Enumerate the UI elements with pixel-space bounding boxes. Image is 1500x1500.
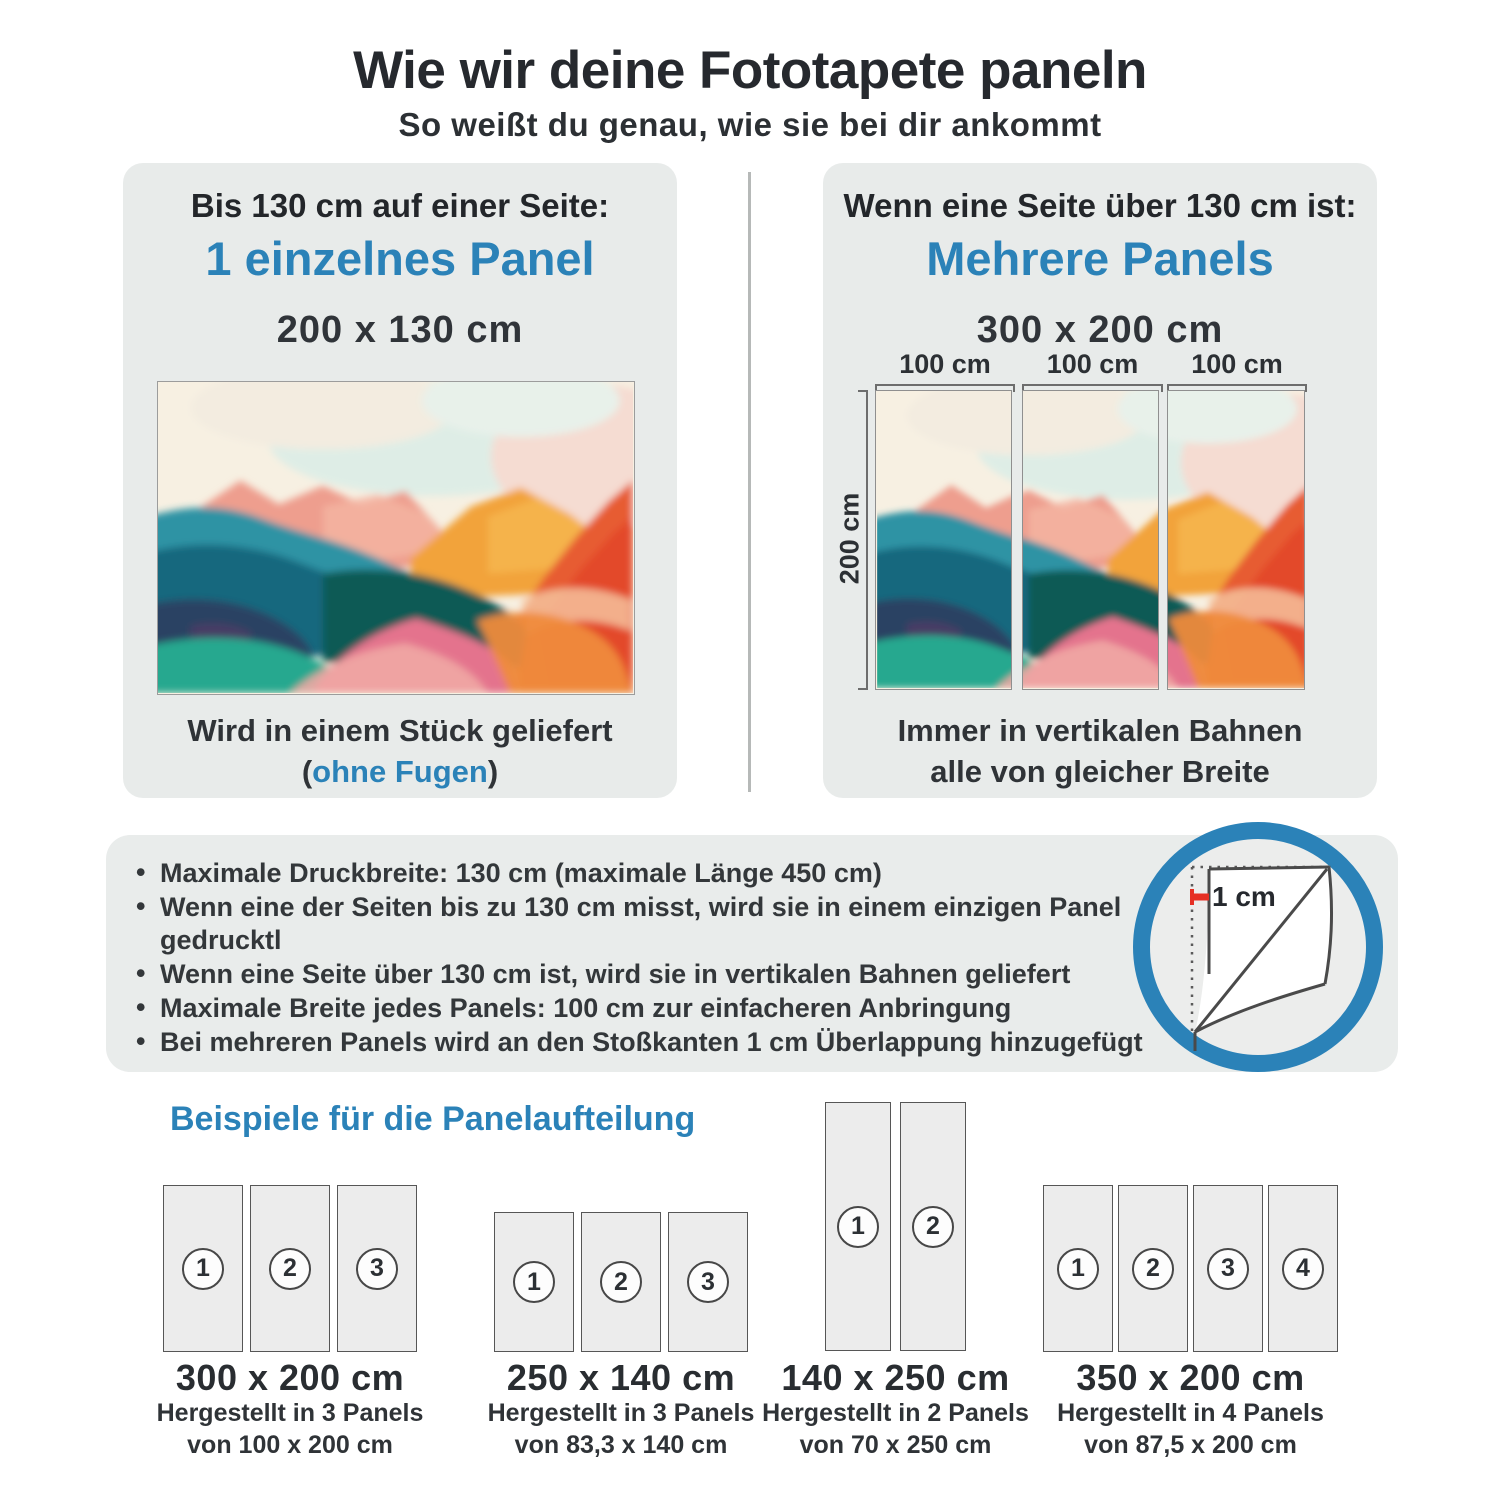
panel-number: 1 — [1057, 1248, 1099, 1290]
example-detail-1: Hergestellt in 2 Panels — [762, 1399, 1029, 1427]
example-detail-1: Hergestellt in 3 Panels — [487, 1399, 755, 1427]
multi-panel-intro: Wenn eine Seite über 130 cm ist: — [843, 187, 1357, 224]
example-panel-group — [163, 1185, 417, 1352]
example-panel — [825, 1102, 891, 1351]
paren-open: ( — [301, 754, 313, 789]
single-panel-delivery-note: Wird in einem Stück geliefert — [187, 713, 613, 748]
example-size: 350 x 200 cm — [1076, 1357, 1305, 1398]
panel-number: 1 — [837, 1206, 879, 1248]
panel-number: 2 — [269, 1248, 311, 1290]
example-250x140 — [487, 1212, 755, 1459]
example-panel — [900, 1102, 966, 1351]
example-300x200 — [156, 1185, 424, 1459]
example-size: 250 x 140 cm — [506, 1357, 736, 1398]
info-bullet-1: • Maximale Druckbreite: 130 cm (maximale Länge 450 cm) — [136, 857, 1166, 890]
panel-number: 2 — [600, 1261, 642, 1303]
multi-panel-headline: Mehrere Panels — [926, 232, 1274, 285]
info-bullet-5: • Bei mehreren Panels wird an den Stoßkanten 1 cm Überlappung hinzugefügt — [136, 1026, 1166, 1059]
example-detail-1: Hergestellt in 3 Panels — [156, 1399, 424, 1427]
paren-close: ) — [487, 754, 499, 789]
multi-panel-delivery-note-1: Immer in vertikalen Bahnen — [897, 713, 1303, 748]
multi-panel-card — [823, 163, 1377, 798]
watercolor-landscape-image — [158, 382, 633, 693]
width-label-3: 100 cm — [1191, 349, 1283, 379]
example-detail-2: von 70 x 250 cm — [799, 1431, 992, 1459]
overlap-badge — [1133, 822, 1383, 1072]
panel-number: 3 — [356, 1248, 398, 1290]
card-divider — [748, 172, 751, 792]
examples-heading: Beispiele für die Panelaufteilung — [170, 1100, 696, 1138]
example-panel-group — [494, 1212, 748, 1352]
example-panel — [1043, 1185, 1113, 1352]
info-bullet-3: • Wenn eine Seite über 130 cm ist, wird sie in vertikalen Bahnen geliefert — [136, 958, 1166, 991]
single-panel-fugen-note — [123, 754, 677, 790]
example-panel — [1268, 1185, 1338, 1352]
page-curl-icon — [1150, 839, 1366, 1055]
example-detail-2: von 100 x 200 cm — [187, 1431, 393, 1459]
panel-slice-3 — [1167, 390, 1305, 690]
example-detail-1: Hergestellt in 4 Panels — [1057, 1399, 1324, 1427]
example-detail-2: von 87,5 x 200 cm — [1084, 1431, 1297, 1459]
panel-number: 1 — [182, 1248, 224, 1290]
panel-number: 2 — [912, 1206, 954, 1248]
panel-number: 2 — [1132, 1248, 1174, 1290]
panel-number: 4 — [1282, 1248, 1324, 1290]
panel-number: 3 — [687, 1261, 729, 1303]
single-panel-headline: 1 einzelnes Panel — [205, 232, 595, 285]
example-panel — [1193, 1185, 1263, 1352]
info-bullet-list — [106, 835, 1166, 1059]
width-label-2: 100 cm — [1046, 349, 1139, 379]
example-panel — [668, 1212, 748, 1352]
multi-panel-size: 300 x 200 cm — [976, 309, 1224, 351]
example-size: 140 x 250 cm — [781, 1357, 1010, 1398]
example-350x200 — [1043, 1185, 1338, 1459]
example-140x250 — [762, 1102, 1029, 1459]
example-panel-group — [825, 1102, 966, 1351]
example-detail-2: von 83,3 x 140 cm — [514, 1431, 728, 1459]
example-panel — [1118, 1185, 1188, 1352]
example-size: 300 x 200 cm — [175, 1357, 405, 1398]
wallpaper-image-single — [157, 381, 635, 695]
multi-panel-delivery-note-2: alle von gleicher Breite — [930, 754, 1270, 789]
page-title: Wie wir deine Fototapete paneln — [353, 41, 1147, 100]
panel-slice-2 — [1022, 390, 1159, 690]
panel-number: 3 — [1207, 1248, 1249, 1290]
single-panel-intro: Bis 130 cm auf einer Seite: — [190, 187, 610, 224]
info-bullet-4: • Maximale Breite jedes Panels: 100 cm zur einfacheren Anbringung — [136, 992, 1166, 1025]
example-panel — [250, 1185, 330, 1352]
panel-number: 1 — [513, 1261, 555, 1303]
example-panel — [581, 1212, 661, 1352]
example-panel — [163, 1185, 243, 1352]
panel-slice-1 — [875, 390, 1012, 690]
single-panel-size: 200 x 130 cm — [276, 309, 524, 351]
single-panel-card — [123, 163, 677, 798]
page-subtitle: So weißt du genau, wie sie bei dir ankommt — [398, 106, 1102, 143]
example-panel — [337, 1185, 417, 1352]
ohne-fugen-highlight: ohne Fugen — [312, 754, 488, 789]
height-label: 200 cm — [834, 492, 865, 585]
example-panel-group — [1043, 1185, 1338, 1352]
example-panel — [494, 1212, 574, 1352]
info-bullet-2: • Wenn eine der Seiten bis zu 130 cm misst, wird sie in einem einzigen Panel gedrucktl — [136, 891, 1166, 957]
width-label-1: 100 cm — [899, 349, 991, 379]
overlap-label: 1 cm — [1212, 881, 1276, 912]
